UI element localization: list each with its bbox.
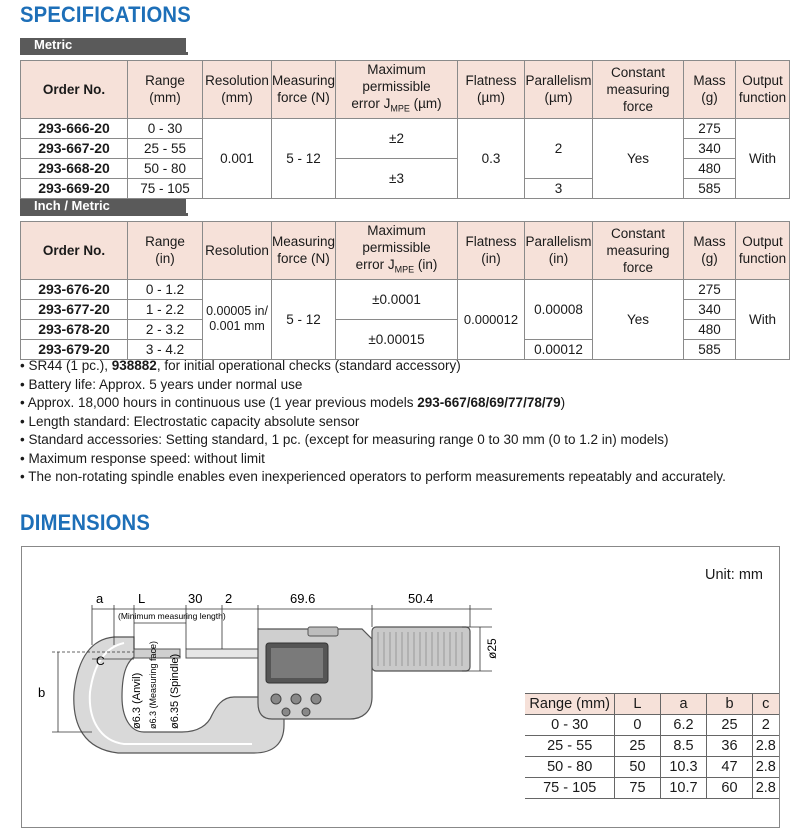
note-item: • Approx. 18,000 hours in continuous use (1 year previous models 293-667/68/69/77/78/79) [20, 394, 780, 413]
dim-cell: 60 [707, 778, 752, 799]
dim-cell: 0 [615, 715, 660, 736]
spec-notes-list [20, 357, 780, 487]
mass: 275 [684, 279, 736, 299]
table-row [525, 757, 779, 778]
header-parallelism: Parallelism (µm) [525, 61, 593, 119]
dim-cell: 10.7 [660, 778, 707, 799]
dim-c-label: C [96, 654, 105, 668]
dim-cell: 75 [615, 778, 660, 799]
metric-tab-label: Metric [20, 38, 188, 52]
button-icon [282, 708, 290, 716]
header-max-error: Maximum permissible error $J_{MPE}$ (in) [336, 222, 458, 280]
order-no: 293-678-20 [21, 319, 128, 339]
resolution-value: 0.00005 in/ 0.001 mm [203, 279, 272, 359]
metric-spec-table [20, 60, 790, 199]
constant-force-value: Yes [593, 279, 684, 359]
button-icon [291, 694, 301, 704]
header-measuring-force: Measuring force (N) [272, 61, 336, 119]
error-value-a: ±2 [336, 118, 458, 158]
lock-lever [308, 627, 338, 636]
note-item: • Length standard: Electrostatic capacity absolute sensor [20, 413, 780, 432]
header-range: Range (in) [128, 222, 203, 280]
range: 75 - 105 [128, 178, 203, 198]
note-item: • Battery life: Approx. 5 years under normal use [20, 376, 780, 395]
force-value: 5 - 12 [272, 118, 336, 198]
dim-cell: 8.5 [660, 736, 707, 757]
header-flatness: Flatness (µm) [458, 61, 525, 119]
flatness-value: 0.000012 [458, 279, 525, 359]
button-icon [302, 708, 310, 716]
table-row [21, 279, 790, 299]
dim-cell: 2 [752, 715, 779, 736]
header-measuring-force: Measuring force (N) [272, 222, 336, 280]
metric-header-row [21, 61, 790, 119]
mass: 480 [684, 158, 736, 178]
parallelism-value-a: 0.00008 [525, 279, 593, 339]
dimensions-panel [21, 546, 780, 828]
mass: 340 [684, 138, 736, 158]
dim-header-c: c [752, 694, 779, 715]
error-value-b: ±0.00015 [336, 319, 458, 359]
measuring-face-label: ø6.3 (Measuring face) [148, 640, 158, 729]
metric-tab-underline [20, 52, 188, 55]
header-output: Output function [736, 61, 790, 119]
header-range: Range (mm) [128, 61, 203, 119]
output-value: With [736, 279, 790, 359]
header-mass: Mass (g) [684, 222, 736, 280]
header-constant-force: Constant measuring force [593, 222, 684, 280]
header-max-error: Maximum permissible error $J_{MPE}$ (µm) [336, 61, 458, 119]
constant-force-value: Yes [593, 118, 684, 198]
table-row [525, 778, 779, 799]
header-output: Output function [736, 222, 790, 280]
dim-cell: 0 - 30 [525, 715, 615, 736]
flatness-value: 0.3 [458, 118, 525, 198]
resolution-value: 0.001 [203, 118, 272, 198]
dim-cell: 2.8 [752, 757, 779, 778]
note-item: • The non-rotating spindle enables even inexperienced operators to perform measurements repeatably and accurately. [20, 468, 780, 487]
dim-30-label: 30 [188, 591, 203, 606]
dim-L-label: L [138, 591, 146, 606]
range: 0 - 1.2 [128, 279, 203, 299]
parallelism-value-b: 3 [525, 178, 593, 198]
range: 50 - 80 [128, 158, 203, 178]
mass: 275 [684, 118, 736, 138]
range: 2 - 3.2 [128, 319, 203, 339]
table-row [525, 736, 779, 757]
order-no: 293-666-20 [21, 118, 128, 138]
order-no: 293-676-20 [21, 279, 128, 299]
mass: 480 [684, 319, 736, 339]
dim-header-a: a [660, 694, 707, 715]
dim-cell: 36 [707, 736, 752, 757]
table-row [525, 715, 779, 736]
lcd-screen [271, 648, 323, 678]
header-flatness: Flatness (in) [458, 222, 525, 280]
spindle [186, 649, 258, 658]
dim-2-label: 2 [225, 591, 233, 606]
dim-header-b: b [707, 694, 752, 715]
note-item: • SR44 (1 pc.), 938882, for initial operational checks (standard accessory) [20, 357, 780, 376]
spindle-dia-label: ø6.35 (Spindle) [169, 653, 181, 729]
note-item: • Standard accessories: Setting standard, 1 pc. (except for measuring range 0 to 30 mm (0 to 1.2 in) models) [20, 431, 780, 450]
order-no: 293-668-20 [21, 158, 128, 178]
parallelism-value-a: 2 [525, 118, 593, 178]
dim-cell: 2.8 [752, 778, 779, 799]
range: 25 - 55 [128, 138, 203, 158]
dim-cell: 75 - 105 [525, 778, 615, 799]
mass: 585 [684, 178, 736, 198]
button-icon [271, 694, 281, 704]
button-icon [311, 694, 321, 704]
dim-cell: 6.2 [660, 715, 707, 736]
mass: 340 [684, 299, 736, 319]
micrometer-drawing [22, 547, 522, 829]
dim-a-label: a [96, 591, 104, 606]
dimensions-table [525, 693, 779, 799]
dia25-label: ø25 [485, 638, 499, 659]
error-value-b: ±3 [336, 158, 458, 198]
dimensions-heading: DIMENSIONS [20, 510, 151, 535]
order-no: 293-677-20 [21, 299, 128, 319]
note-item: • Maximum response speed: without limit [20, 450, 780, 469]
range: 1 - 2.2 [128, 299, 203, 319]
min-length-label: (Minimum measuring length) [118, 611, 226, 621]
range: 3 - 4.2 [128, 339, 203, 359]
inch-spec-table [20, 221, 790, 360]
output-value: With [736, 118, 790, 198]
dim-cell: 47 [707, 757, 752, 778]
dim-header-L: L [615, 694, 660, 715]
header-parallelism: Parallelism (in) [525, 222, 593, 280]
dim-header-row [525, 694, 779, 715]
dim-cell: 25 [707, 715, 752, 736]
dim-504-label: 50.4 [408, 591, 434, 606]
header-order-no: Order No. [21, 61, 128, 119]
order-no: 293-679-20 [21, 339, 128, 359]
dim-cell: 10.3 [660, 757, 707, 778]
header-mass: Mass (g) [684, 61, 736, 119]
specifications-heading: SPECIFICATIONS [20, 2, 191, 27]
inch-tab-label: Inch / Metric [20, 199, 188, 213]
header-order-no: Order No. [21, 222, 128, 280]
header-resolution: Resolution [203, 222, 272, 280]
force-value: 5 - 12 [272, 279, 336, 359]
order-no: 293-669-20 [21, 178, 128, 198]
table-row [21, 118, 790, 138]
dim-cell: 50 - 80 [525, 757, 615, 778]
anvil-dia-label: ø6.3 (Anvil) [131, 672, 143, 729]
dim-cell: 2.8 [752, 736, 779, 757]
thimble [372, 627, 470, 671]
parallelism-value-b: 0.00012 [525, 339, 593, 359]
dim-b-label: b [38, 685, 46, 700]
inch-tab-underline [20, 213, 188, 216]
header-resolution: Resolution (mm) [203, 61, 272, 119]
inch-header-row [21, 222, 790, 280]
order-no: 293-667-20 [21, 138, 128, 158]
header-constant-force: Constant measuring force [593, 61, 684, 119]
error-value-a: ±0.0001 [336, 279, 458, 319]
dim-header-range: Range (mm) [525, 694, 615, 715]
range: 0 - 30 [128, 118, 203, 138]
unit-label: Unit: mm [705, 567, 763, 583]
mass: 585 [684, 339, 736, 359]
dim-cell: 50 [615, 757, 660, 778]
dim-cell: 25 [615, 736, 660, 757]
dim-cell: 25 - 55 [525, 736, 615, 757]
dim-696-label: 69.6 [290, 591, 316, 606]
